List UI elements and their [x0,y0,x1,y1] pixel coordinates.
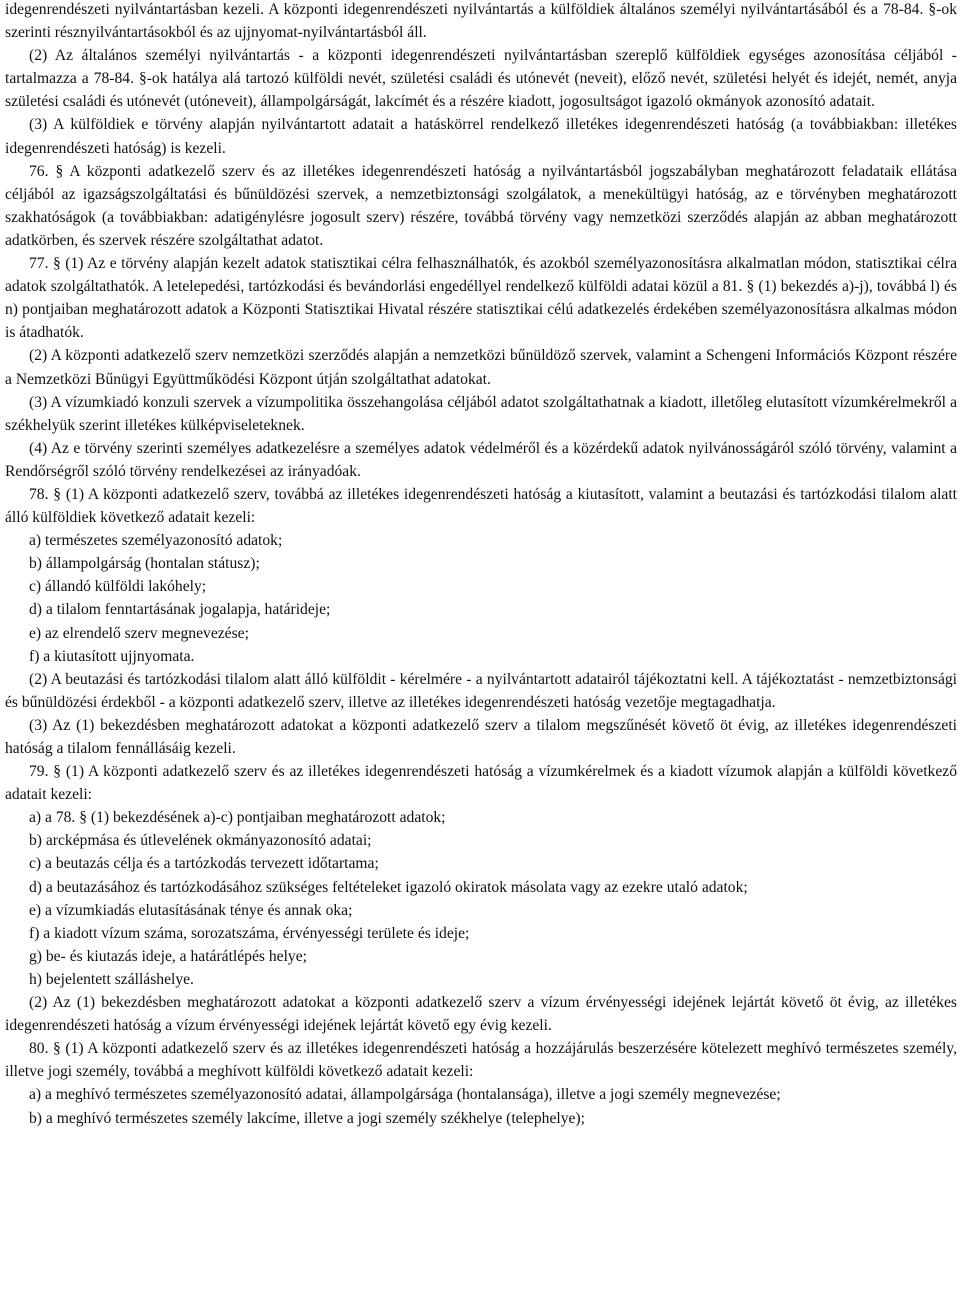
paragraph: (3) Az (1) bekezdésben meghatározott adatokat a központi adatkezelő szerv a tilalom megszűnését követő öt évig, az illetékes idegenrendészeti hatóság a tilalom fennállásáig kezeli. [5,716,957,757]
paragraph: 77. § (1) Az e törvény alapján kezelt adatok statisztikai célra felhasználhatók, és azokból személyazonosításra alkalmatlan módon, statisztikai célra adatok szolgáltathatók. A letelepedési, tartózkodási és bevándorlási engedéllyel rendelkező külföldi adatai közül a 81. § (1) bekezdés a)-j), továbbá l) és n) pontjaiban meghatározott adatok a Központi Statisztikai Hivatal részére statisztikai célú adatkezelés érdekében személyazonosításra alkalmas módon is átadhatók. [5,255,957,342]
list-item: d) a beutazásához és tartózkodásához szükséges feltételeket igazoló okiratok másolata vagy az ezekre utaló adatok; [29,878,748,896]
list-item: c) a beutazás célja és a tartózkodás tervezett időtartama; [29,855,379,873]
list-item: d) a tilalom fenntartásának jogalapja, határideje; [29,601,331,619]
list-item: a) a meghívó természetes személyazonosító adatai, állampolgársága (hontalansága), illetve a jogi személy megnevezése; [29,1086,781,1104]
list-item: b) arcképmása és útlevelének okmányazonosító adatai; [29,832,372,850]
list-item: f) a kiutasított ujjnyomata. [29,647,195,665]
list-item: b) a meghívó természetes személy lakcíme, illetve a jogi személy székhelye (telephelye); [29,1109,585,1127]
paragraph: 79. § (1) A központi adatkezelő szerv és az illetékes idegenrendészeti hatóság a vízumkérelmek és a kiadott vízumok alapján a külföldi következő adatait kezeli: [5,763,957,804]
list-item: a) természetes személyazonosító adatok; [29,532,283,550]
paragraph: (3) A külföldiek e törvény alapján nyilvántartott adatait a hatáskörrel rendelkező illetékes idegenrendészeti hatóság (a továbbiakban: illetékes idegenrendészeti hatóság) is kezeli. [5,116,957,157]
paragraph: 80. § (1) A központi adatkezelő szerv és az illetékes idegenrendészeti hatóság a hozzájárulás beszerzésére kötelezett meghívó természetes személy, illetve jogi személy, továbbá a meghívott külföldi következő adatait kezeli: [5,1040,957,1081]
list-item: f) a kiadott vízum száma, sorozatszáma, érvényességi területe és ideje; [29,924,470,942]
paragraph: 78. § (1) A központi adatkezelő szerv, továbbá az illetékes idegenrendészeti hatóság a kiutasított, valamint a beutazási és tartózkodási tilalom alatt álló külföldiek következő adatait kezeli: [5,485,957,527]
list-item: b) állampolgárság (hontalan státusz); [29,555,260,573]
paragraph: (2) A beutazási és tartózkodási tilalom alatt álló külföldit - kérelmére - a nyilvántartott adatairól tájékoztatni kell. A tájékoztatást - nemzetbiztonsági és bűnüldözési érdekből - a központi adatkezelő szerv, illetve az illetékes idegenrendészeti hatóság vezetője megtagadhatja. [5,670,957,711]
document-page [5,0,957,1130]
paragraph: (2) Az általános személyi nyilvántartás - a központi idegenrendészeti nyilvántartásban szereplő külföldiek egységes azonosítása céljából - tartalmazza a 78-84. §-ok hatálya alá tartozó külföldi nevét, születési családi és utónevét (neveit), előző nevét, születési helyét és idejét, nemét, anyja születési családi és utónevét (utóneveit), állampolgárságát, lakcímét és a részére kiadott, jogosultságot igazoló okmányok azonosító adatait. [5,47,957,111]
paragraph: (2) A központi adatkezelő szerv nemzetközi szerződés alapján a nemzetközi bűnüldöző szervek, valamint a Schengeni Információs Központ részére a Nemzetközi Bűnügyi Együttműködési Központ útján szolgáltathat adatokat. [5,347,957,388]
paragraph: 76. § A központi adatkezelő szerv és az illetékes idegenrendészeti hatóság a nyilvántartásból jogszabályban meghatározott feladataik ellátása céljából az igazságszolgáltatási és bűnüldözési szervek, a nemzetbiztonsági szolgálatok, a menekültügyi hatóság, az e törvényben meghatározott szakhatóságok (a továbbiakban: adatigénylésre jogosult szerv) részére, továbbá törvény vagy nemzetközi szerződés alapján az abban meghatározott adatkörben, és szervek részére szolgáltathat adatot. [5,162,957,249]
list-item: h) bejelentett szálláshelye. [29,970,194,988]
list-item: e) a vízumkiadás elutasításának ténye és annak oka; [29,901,353,919]
list-item: e) az elrendelő szerv megnevezése; [29,624,249,642]
paragraph: idegenrendészeti nyilvántartásban kezeli. A központi idegenrendészeti nyilvántartás a külföldiek általános személyi nyilvántartásából és a 78-84. §-ok szerinti résznyilvántartásokból és az ujjnyomat-nyilvántartásból áll. [5,1,957,42]
paragraph: (2) Az (1) bekezdésben meghatározott adatokat a központi adatkezelő szerv a vízum érvényességi idejének lejártát követő öt évig, az illetékes idegenrendészeti hatóság a vízum érvényességi idejének lejártát követő egy évig kezeli. [5,994,957,1035]
paragraph: (3) A vízumkiadó konzuli szervek a vízumpolitika összehangolása céljából adatot szolgáltathatnak a kiadott, illetőleg elutasított vízumkérelmekről a székhelyük szerint illetékes külképviseleteknek. [5,393,957,434]
paragraph: (4) Az e törvény szerinti személyes adatkezelésre a személyes adatok védelméről és a közérdekű adatok nyilvánosságáról szóló törvény, valamint a Rendőrségről szóló törvény rendelkezései az irányadóak. [5,439,957,480]
list-item: g) be- és kiutazás ideje, a határátlépés helye; [29,947,307,965]
list-item: a) a 78. § (1) bekezdésének a)-c) pontjaiban meghatározott adatok; [29,809,446,827]
list-item: c) állandó külföldi lakóhely; [29,578,207,596]
